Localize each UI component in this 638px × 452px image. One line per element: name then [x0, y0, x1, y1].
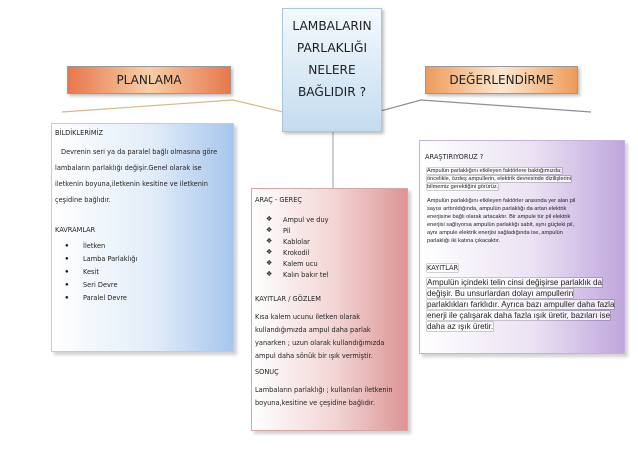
main-question-box — [282, 8, 382, 132]
title-line-2: PARLAKLIĞI — [296, 41, 368, 55]
diamond-bullet-icon: ❖ — [266, 259, 273, 267]
result-line-1: Lambaların parlaklığı ; kullanılan iletkenin — [255, 386, 393, 394]
tools-heading: ARAÇ - GEREÇ — [255, 196, 303, 204]
research-2-line-2: sayısı arttırıldığında, ampulün parlaklığı da artan elektrik — [427, 206, 567, 212]
records-heading: KAYITLAR / GÖZLEM — [255, 295, 321, 303]
bullet-icon: ● — [65, 243, 69, 249]
research-2-line-3: enerjisine bağlı olarak artacaktır. Bir ampule tür pil elektrik — [427, 214, 571, 220]
bildiklerimiz-card: BİLDİKLERİMİZ Devrenin seri ya da paralel bağlı olmasına göre lambaların parlaklığı değişir.Genel olarak ise iletkenin boyuna,iletkenin kesitine ve iletkenin çeşidine bağlıdır. KAVRAMLAR ● İletken ● Lamba Parlaklığı ● Kesit ● Seri Devre ● Paralel Devre — [51, 123, 234, 352]
research-1-line-3: bilmemiz gerektiğini görürüz. — [427, 184, 499, 190]
research-2-line-4: enerjisi sağlıyorsa ampulün parlaklığı sabit, aynı güçteki pil, — [427, 222, 575, 228]
arac-gerec-card: ARAÇ - GEREÇ ❖ Ampul ve duy ❖ Pil ❖ Kablolar ❖ Krokodil ❖ Kalem ucu ❖ Kalın bakır tel KAYITLAR / GÖZLEM Kısa kalem ucunu iletken olarak kullandığımızda ampul daha parlak yanarken ; uzun olarak kullandığımızda ampul daha sönük bir ışık vermiştir. SONUÇ Lambaların parlaklığı ; kullanılan iletkenin boyuna,kesitine ve çeşidine bağlıdır. — [251, 188, 408, 431]
degerlendirme-ribbon — [425, 66, 578, 94]
planlama-ribbon — [67, 66, 231, 94]
degerlendirme-card — [419, 140, 625, 354]
result-line-2: boyuna,kesitine ve çeşidine bağlıdır. — [255, 399, 375, 407]
records-line-1: Kısa kalem ucunu iletken olarak — [255, 313, 361, 321]
research-2-line-5: aynı ampule elektrik enerjisi sağladığında ise, ampulün — [427, 230, 563, 236]
research-2-line-6: parlaklığı iki katına çıkacaktır. — [427, 238, 501, 244]
title-line-3: NELERE — [308, 63, 356, 77]
diamond-bullet-icon: ❖ — [266, 248, 273, 256]
bullet-icon: ● — [65, 256, 69, 262]
diamond-bullet-icon: ❖ — [266, 237, 273, 245]
result-heading: SONUÇ — [255, 368, 279, 376]
paragraph-line-3: iletkenin boyuna,iletkenin kesitine ve iletkenin — [55, 180, 208, 188]
planlama-label: PLANLAMA — [116, 73, 182, 87]
kayitlar-heading: KAYITLAR — [427, 264, 459, 272]
kayitlar-line-5: daha az ışık üretir. — [427, 322, 494, 331]
diamond-bullet-icon: ❖ — [266, 270, 273, 278]
paragraph-line-1: Devrenin seri ya da paralel bağlı olmasına göre — [61, 148, 218, 156]
research-heading: ARAŞTIRIYORUZ ? — [425, 153, 484, 161]
records-line-3: yanarken ; uzun olarak kullandığımızda — [255, 339, 385, 347]
bullet-icon: ● — [65, 295, 69, 301]
research-1-line-1: Ampulün parlaklığını etkileyen faktörlere baktığımızda; — [427, 168, 562, 174]
paragraph-line-4: çeşidine bağlıdır. — [55, 196, 111, 204]
bildiklerimiz-heading: BİLDİKLERİMİZ — [55, 129, 104, 137]
bullet-icon: ● — [65, 282, 69, 288]
kayitlar-line-2: değişir. Bu unsurlardan dolayı ampullerin — [427, 289, 574, 298]
research-2-line-1: Ampulün parlaklığını etkileyen faktörler arasında yer alan pil — [427, 198, 576, 204]
title-line-1: LAMBALARIN — [292, 19, 372, 33]
diamond-bullet-icon: ❖ — [266, 215, 273, 223]
title-line-4: BAĞLIDIR ? — [297, 85, 367, 99]
kavramlar-heading: KAVRAMLAR — [55, 226, 96, 234]
records-line-2: kullandığımızda ampul daha parlak — [255, 326, 371, 334]
records-line-4: ampul daha sönük bir ışık vermiştir. — [255, 352, 373, 360]
kayitlar-line-4: enerji ile çalışarak daha fazla ışık üretir, bazıları ise — [427, 311, 611, 320]
bullet-icon: ● — [65, 269, 69, 275]
research-1-line-2: öncelikle, özdeş ampullerin, elektrik devresinde dizilişlerini — [427, 176, 571, 182]
diamond-bullet-icon: ❖ — [266, 226, 273, 234]
paragraph-line-2: lambaların parlaklığı değişir.Genel olarak ise — [55, 164, 202, 172]
degerlendirme-label: DEĞERLENDİRME — [449, 73, 554, 87]
kayitlar-line-1: Ampulün içindeki telin cinsi değişirse parlaklık da — [427, 278, 602, 287]
kayitlar-line-3: parlaklıkları farklıdır. Ayrıca bazı ampuller daha fazla — [427, 300, 615, 309]
